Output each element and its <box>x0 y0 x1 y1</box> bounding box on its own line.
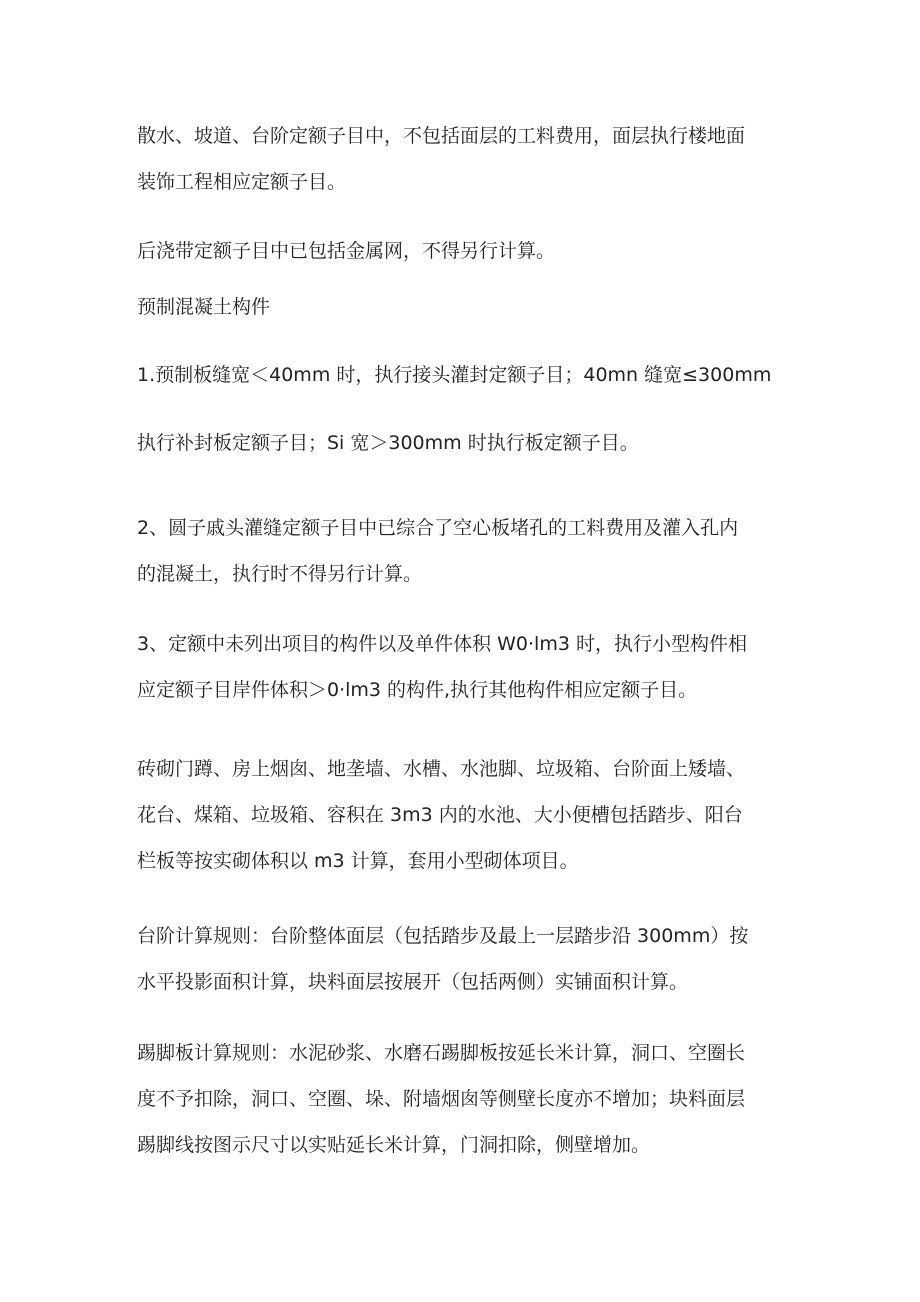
text-line: 1.预制板缝宽＜40mm 时，执行接头灌封定额子目；40mn 缝宽≤300mm <box>137 364 772 386</box>
text-line: 踢脚线按图示尺寸以实贴延长米计算，门洞扣除，侧壁增加。 <box>137 1134 651 1156</box>
text-line: 应定额子目岸件体积＞0·lm3 的构件,执行其他构件相应定额子目。 <box>137 679 698 701</box>
text-line: 2、圆子戚头灌缝定额子目中已综合了空心板堵孔的工料费用及灌入孔内 <box>137 517 739 539</box>
text-line: 度不予扣除，洞口、空圈、垛、附墙烟囱等侧壁长度亦不增加；块料面层 <box>137 1088 746 1110</box>
paragraph-item-1-line-1 <box>137 352 797 398</box>
paragraph-steps-calculation-rule <box>137 913 797 1005</box>
text-line: 砖砌门蹲、房上烟囱、地垄墙、水槽、水池脚、垃圾箱、台阶面上矮墙、 <box>137 758 746 780</box>
text-line: 3、定额中未列出项目的构件以及单件体积 W0·lm3 时，执行小型构件相 <box>137 633 747 655</box>
text-line: 预制混凝土构件 <box>137 296 271 318</box>
paragraph-apron-ramp-steps <box>137 113 797 205</box>
text-line: 后浇带定额子目中已包括金属网，不得另行计算。 <box>137 240 556 262</box>
text-line: 水平投影面积计算，块料面层按展开（包括两侧）实铺面积计算。 <box>137 971 689 993</box>
paragraph-item-1-line-2 <box>137 420 797 466</box>
section-heading-precast-concrete <box>137 284 797 330</box>
text-line: 花台、煤箱、垃圾箱、容积在 3m3 内的水池、大小便槽包括踏步、阳台 <box>137 804 743 826</box>
text-line: 的混凝土，执行时不得另行计算。 <box>137 563 423 585</box>
text-line: 栏板等按实砌体积以 m3 计算，套用小型砌体项目。 <box>137 850 579 872</box>
text-line: 台阶计算规则：台阶整体面层（包括踏步及最上一层踏步沿 300mm）按 <box>137 925 749 947</box>
text-line: 执行补封板定额子目；Si 宽＞300mm 时执行板定额子目。 <box>137 432 639 454</box>
paragraph-item-2 <box>137 505 797 597</box>
text-line: 踢脚板计算规则：水泥砂浆、水磨石踢脚板按延长米计算，洞口、空圈长 <box>137 1042 746 1064</box>
paragraph-skirting-calculation-rule <box>137 1030 797 1168</box>
paragraph-small-masonry <box>137 746 797 884</box>
text-line: 散水、坡道、台阶定额子目中，不包括面层的工料费用，面层执行楼地面 <box>137 125 746 147</box>
paragraph-post-cast-strip <box>137 228 797 274</box>
paragraph-item-3 <box>137 621 797 713</box>
text-line: 装饰工程相应定额子目。 <box>137 171 347 193</box>
